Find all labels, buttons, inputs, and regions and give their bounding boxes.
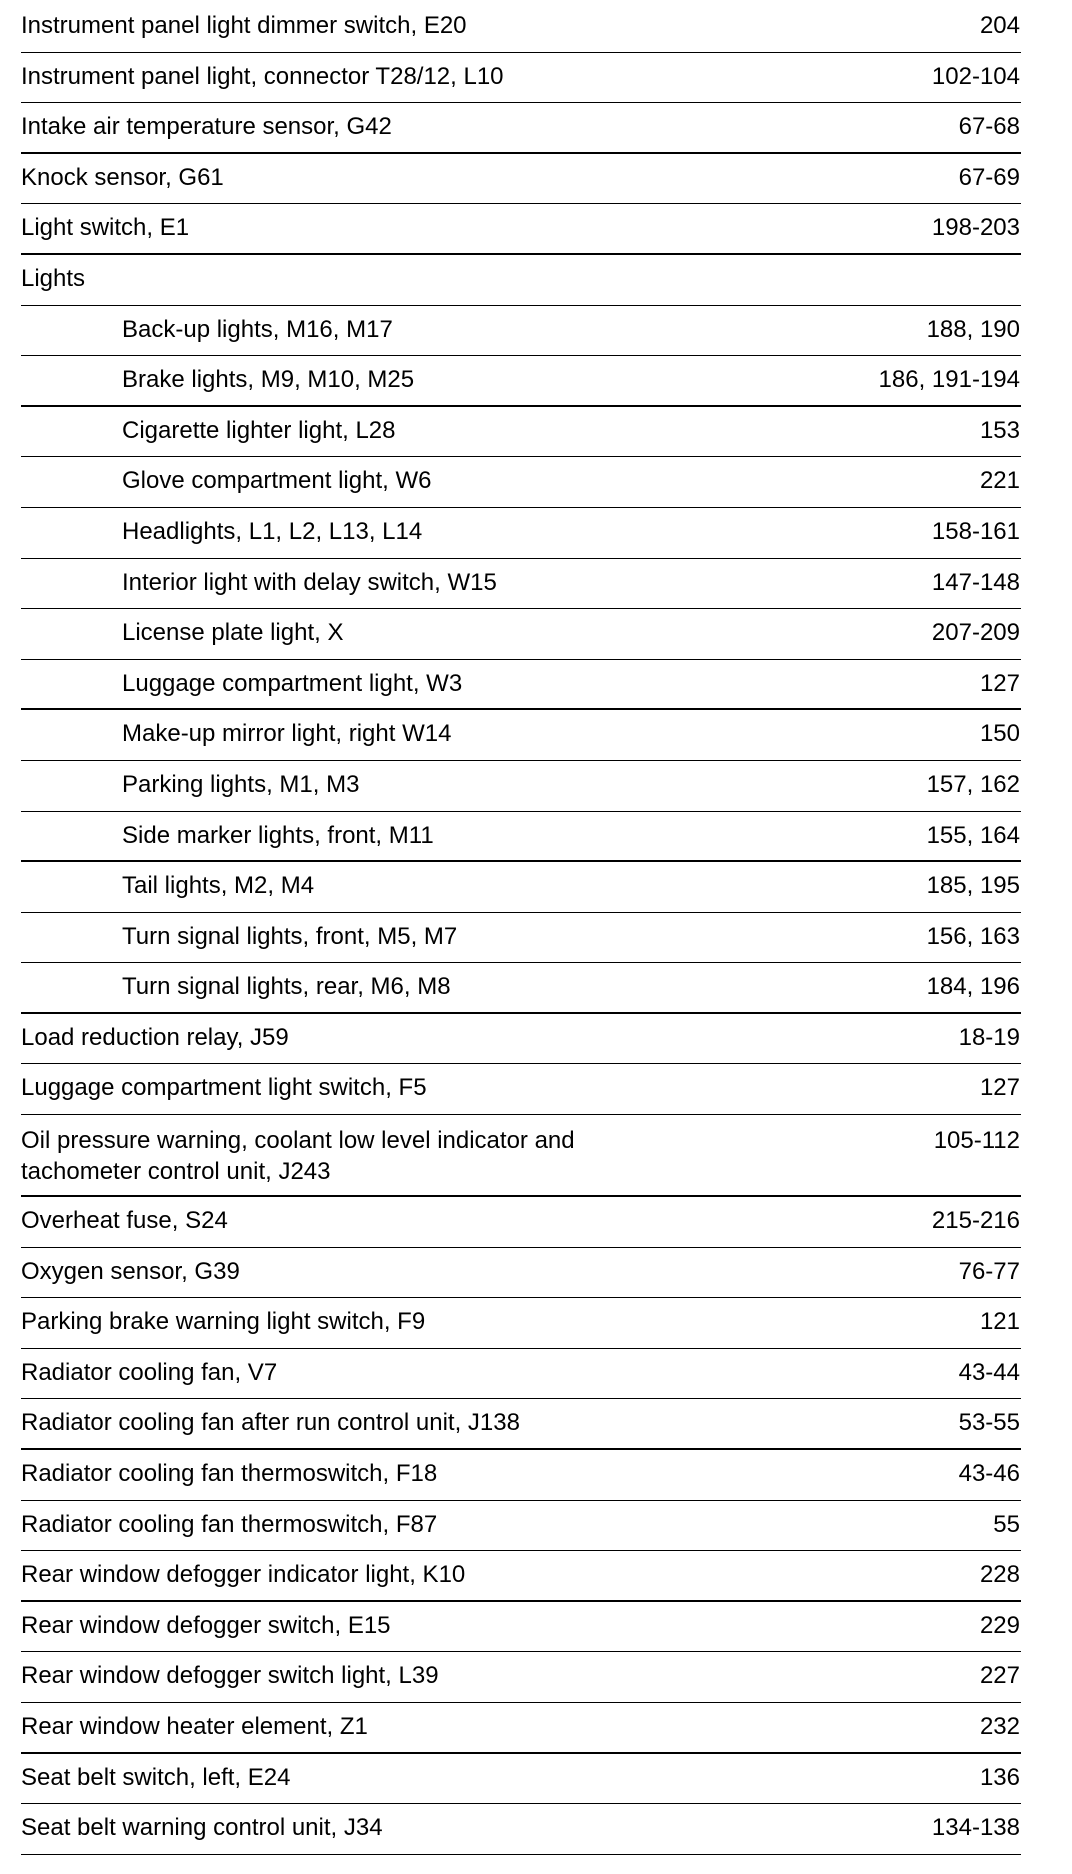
index-entry-row (21, 1399, 1021, 1450)
index-entry-row (21, 2, 1021, 53)
component-label: Lights (21, 264, 86, 292)
page-reference: 198-203 (931, 214, 1020, 242)
page-reference: 102-104 (931, 62, 1020, 90)
index-entry-row (21, 204, 1021, 255)
index-entry-row (21, 1064, 1021, 1115)
page-reference: 155, 164 (926, 821, 1020, 849)
component-label: Oil pressure warning, coolant low level indicator and tachometer control unit, J243 (21, 1127, 575, 1186)
index-entry-row (21, 1551, 1021, 1602)
page-reference: 156, 163 (926, 922, 1020, 950)
component-label: Turn signal lights, front, M5, M7 (122, 922, 458, 950)
index-subentry-row (21, 306, 1021, 357)
page-reference: 67-68 (958, 113, 1020, 141)
index-entry-row (21, 103, 1021, 154)
component-label: Luggage compartment light switch, F5 (21, 1074, 427, 1102)
component-label: Make-up mirror light, right W14 (122, 720, 452, 748)
page-reference: 55 (993, 1510, 1020, 1538)
index-subentry-row (21, 710, 1021, 761)
page-reference: 229 (979, 1611, 1020, 1639)
component-label: Parking brake warning light switch, F9 (21, 1308, 426, 1336)
index-entry-row (21, 1652, 1021, 1703)
page-reference: 136 (979, 1763, 1020, 1791)
component-label: Tail lights, M2, M4 (122, 872, 315, 900)
component-label: Radiator cooling fan thermoswitch, F18 (21, 1460, 438, 1488)
page-reference: 127 (979, 669, 1020, 697)
page-reference: 227 (979, 1662, 1020, 1690)
index-subentry-row (21, 812, 1021, 863)
component-label: Interior light with delay switch, W15 (122, 568, 497, 596)
page-reference: 207-209 (931, 619, 1020, 647)
component-label: Radiator cooling fan after run control unit, J138 (21, 1409, 520, 1437)
page-reference: 121 (979, 1308, 1020, 1336)
index-entry-row (21, 1602, 1021, 1653)
component-label: Parking lights, M1, M3 (122, 770, 360, 798)
component-label: Rear window heater element, Z1 (21, 1713, 368, 1740)
index-entry-row (21, 1248, 1021, 1299)
page-reference: 43-46 (958, 1460, 1020, 1488)
component-label: Knock sensor, G61 (21, 163, 224, 191)
page-reference: 157, 162 (926, 770, 1020, 798)
component-label: Side marker lights, front, M11 (122, 821, 434, 849)
index-entry-row (21, 1014, 1021, 1065)
page-reference: 43-44 (958, 1358, 1020, 1386)
index-subentry-row (21, 913, 1021, 964)
index-entry-row (21, 1197, 1021, 1248)
index-subentry-row (21, 761, 1021, 812)
component-label: Intake air temperature sensor, G42 (21, 113, 392, 141)
page-reference: 53-55 (958, 1409, 1020, 1437)
index-subentry-row (21, 407, 1021, 458)
index-subentry-row (21, 508, 1021, 559)
page-reference: 204 (979, 12, 1020, 39)
page-reference: 76-77 (958, 1257, 1020, 1285)
index-subentry-row (21, 356, 1021, 407)
index-subentry-row (21, 559, 1021, 610)
page-reference: 134-138 (931, 1814, 1020, 1842)
index-entry-row (21, 1804, 1021, 1855)
index-entry-row (21, 1754, 1021, 1805)
component-label: Seat belt warning control unit, J34 (21, 1814, 383, 1842)
component-label: Seat belt switch, left, E24 (21, 1763, 291, 1791)
index-subentry-row (21, 660, 1021, 711)
page-reference: 147-148 (931, 568, 1020, 596)
component-label: Rear window defogger switch, E15 (21, 1611, 391, 1639)
page-reference: 184, 196 (926, 973, 1020, 1001)
component-label: Back-up lights, M16, M17 (122, 315, 393, 343)
page-reference: 232 (979, 1713, 1020, 1740)
component-label: Oxygen sensor, G39 (21, 1257, 240, 1285)
page-reference: 67-69 (958, 163, 1020, 191)
page-reference: 228 (979, 1561, 1020, 1589)
component-label: Luggage compartment light, W3 (122, 669, 463, 697)
page-reference: 186, 191-194 (878, 366, 1020, 394)
component-label: Load reduction relay, J59 (21, 1023, 289, 1051)
component-label: Cigarette lighter light, L28 (122, 416, 396, 444)
page-reference: 150 (979, 720, 1020, 748)
index-entry-row (21, 1349, 1021, 1400)
component-label: Rear window defogger switch light, L39 (21, 1662, 439, 1690)
component-label: Instrument panel light, connector T28/12, L10 (21, 62, 504, 90)
component-label: Glove compartment light, W6 (122, 467, 432, 495)
component-label: Headlights, L1, L2, L13, L14 (122, 517, 423, 545)
index-subentry-row (21, 963, 1021, 1014)
index-entry-row (21, 154, 1021, 205)
component-label: Radiator cooling fan thermoswitch, F87 (21, 1510, 438, 1538)
page-reference: 127 (979, 1074, 1020, 1102)
index-subentry-row (21, 609, 1021, 660)
component-label: Turn signal lights, rear, M6, M8 (122, 973, 451, 1001)
component-label: License plate light, X (122, 619, 344, 647)
index-entry-row (21, 53, 1021, 104)
page-reference: 188, 190 (926, 315, 1020, 343)
index-entry-row (21, 1115, 1021, 1197)
component-label: Brake lights, M9, M10, M25 (122, 366, 415, 394)
page-reference: 215-216 (931, 1207, 1020, 1235)
page-reference: 185, 195 (926, 872, 1020, 900)
index-entry-row (21, 1298, 1021, 1349)
component-label: Light switch, E1 (21, 214, 190, 242)
index-entry-row (21, 1501, 1021, 1552)
index-subentry-row (21, 457, 1021, 508)
page-reference: 18-19 (958, 1023, 1020, 1051)
page-reference: 105-112 (933, 1127, 1020, 1155)
component-label: Rear window defogger indicator light, K10 (21, 1561, 466, 1589)
index-entry-row (21, 255, 1021, 306)
index-entry-row (21, 1450, 1021, 1501)
component-label: Radiator cooling fan, V7 (21, 1358, 278, 1386)
component-label: Overheat fuse, S24 (21, 1207, 228, 1235)
component-label: Instrument panel light dimmer switch, E20 (21, 12, 467, 39)
page-reference: 153 (979, 416, 1020, 444)
index-subentry-row (21, 862, 1021, 913)
component-index-table (21, 2, 1021, 1855)
page-reference: 158-161 (931, 517, 1020, 545)
page-reference: 221 (979, 467, 1020, 495)
index-entry-row (21, 1703, 1021, 1754)
